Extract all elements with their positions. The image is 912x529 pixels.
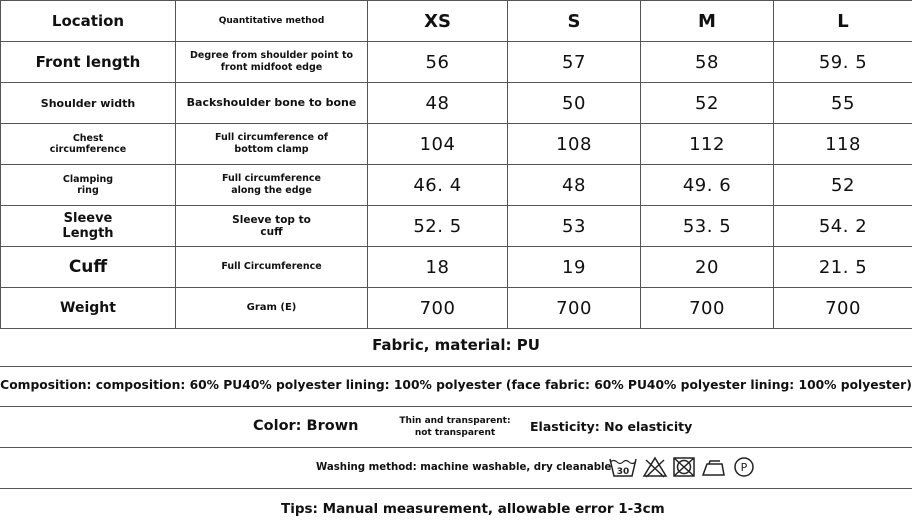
- header-location: Location: [1, 1, 176, 42]
- row-value-xs: 48: [368, 83, 508, 124]
- row-value-l: 700: [774, 288, 912, 329]
- table-row: [1, 124, 912, 165]
- row-location-text: Chest circumference: [49, 133, 127, 155]
- no-tumble-dry-icon: [672, 456, 696, 478]
- row-value-l: 118: [774, 124, 912, 165]
- row-value-xs: 700: [368, 288, 508, 329]
- row-value-xs: 56: [368, 42, 508, 83]
- washing-row: [0, 448, 912, 489]
- table-row: [1, 42, 912, 83]
- header-size-s: S: [508, 1, 641, 42]
- header-size-m: M: [641, 1, 774, 42]
- no-bleach-icon: [642, 456, 668, 478]
- row-method: [176, 165, 368, 206]
- row-value-l: 52: [774, 165, 912, 206]
- row-value-s: 700: [508, 288, 641, 329]
- composition-row: [0, 367, 912, 407]
- table-row: [1, 206, 912, 247]
- dry-clean-letter: P: [740, 461, 748, 474]
- transparency-text: Thin and transparent: not transparent: [399, 416, 511, 438]
- header-method: Quantitative method: [176, 1, 368, 42]
- row-value-s: 48: [508, 165, 641, 206]
- row-location: [1, 165, 176, 206]
- row-location: Front length: [1, 42, 176, 83]
- row-value-m: 58: [641, 42, 774, 83]
- table-header-row: [1, 1, 912, 42]
- table-row: [1, 165, 912, 206]
- row-method: Backshoulder bone to bone: [176, 83, 368, 124]
- care-icons: [608, 456, 756, 478]
- row-value-m: 49. 6: [641, 165, 774, 206]
- row-value-s: 57: [508, 42, 641, 83]
- row-value-xs: 52. 5: [368, 206, 508, 247]
- table-row: [1, 83, 912, 124]
- dry-clean-p-icon: [732, 456, 756, 478]
- row-value-l: 59. 5: [774, 42, 912, 83]
- row-value-m: 20: [641, 247, 774, 288]
- row-method: Gram (E): [176, 288, 368, 329]
- table-row: [1, 247, 912, 288]
- row-method: [176, 124, 368, 165]
- color-text: Color: Brown: [253, 418, 359, 434]
- row-method: Full Circumference: [176, 247, 368, 288]
- row-value-s: 50: [508, 83, 641, 124]
- row-location: [1, 124, 176, 165]
- row-value-m: 700: [641, 288, 774, 329]
- iron-icon: [700, 456, 728, 478]
- row-value-xs: 18: [368, 247, 508, 288]
- table-row: [1, 288, 912, 329]
- row-value-m: 52: [641, 83, 774, 124]
- row-method: [176, 206, 368, 247]
- row-value-m: 53. 5: [641, 206, 774, 247]
- row-value-xs: 46. 4: [368, 165, 508, 206]
- row-value-s: 108: [508, 124, 641, 165]
- wash-30-icon: [608, 456, 638, 478]
- row-location-text: Sleeve Length: [62, 211, 114, 241]
- row-location: [1, 206, 176, 247]
- elasticity-text: Elasticity: No elasticity: [530, 419, 693, 434]
- header-size-l: L: [774, 1, 912, 42]
- tips-text: Tips: Manual measurement, allowable error 1-3cm: [281, 501, 665, 517]
- tips-row: [0, 489, 912, 529]
- row-location-text: Clamping ring: [62, 174, 114, 196]
- row-value-l: 21. 5: [774, 247, 912, 288]
- composition-text: Composition: composition: 60% PU40% polyester lining: 100% polyester (face fabric: 60% PU40% polyester lining: 100% polyester): [0, 378, 912, 392]
- row-value-s: 19: [508, 247, 641, 288]
- color-row: [0, 407, 912, 448]
- wash-temp-label: 30: [616, 467, 630, 477]
- row-method-text: Full circumference along the edge: [221, 173, 321, 196]
- row-value-xs: 104: [368, 124, 508, 165]
- row-value-s: 53: [508, 206, 641, 247]
- row-value-l: 54. 2: [774, 206, 912, 247]
- row-method-text: Sleeve top to cuff: [232, 214, 311, 238]
- row-location: Weight: [1, 288, 176, 329]
- row-location: Cuff: [1, 247, 176, 288]
- washing-text: Washing method: machine washable, dry cleanable: [316, 462, 612, 473]
- row-method: Degree from shoulder point to front midfoot edge: [176, 42, 368, 83]
- header-size-xs: XS: [368, 1, 508, 42]
- row-value-m: 112: [641, 124, 774, 165]
- row-value-l: 55: [774, 83, 912, 124]
- fabric-row: [0, 327, 912, 367]
- row-method-text: Full circumference of bottom clamp: [215, 132, 328, 155]
- row-location: Shoulder width: [1, 83, 176, 124]
- fabric-text: Fabric, material: PU: [372, 336, 540, 354]
